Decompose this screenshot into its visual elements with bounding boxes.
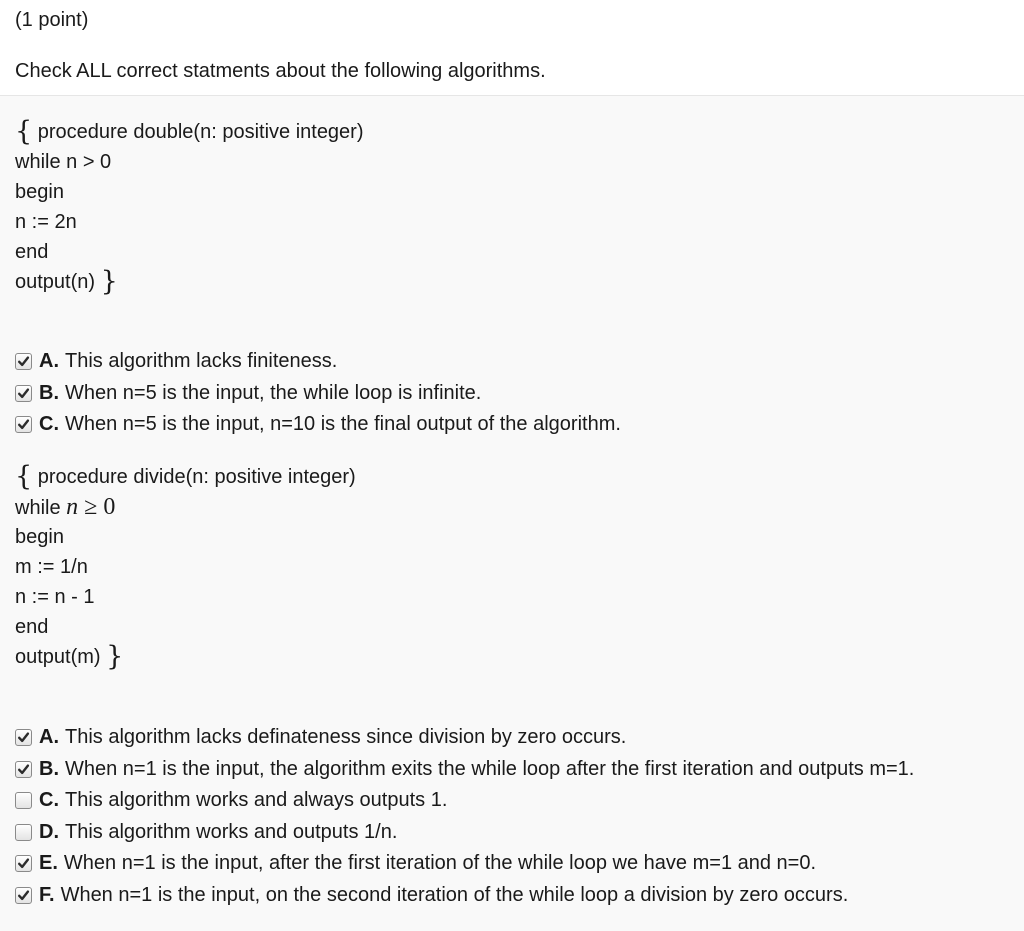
checkbox[interactable] <box>15 855 32 872</box>
algorithm-header <box>15 117 364 147</box>
option-group-1 <box>15 346 621 441</box>
checkbox[interactable] <box>15 824 32 841</box>
checkbox[interactable] <box>15 385 32 402</box>
algorithm-double <box>15 117 364 297</box>
algorithm-divide <box>15 462 356 672</box>
code-line: begin <box>15 526 64 548</box>
code-line: n := 2n <box>15 211 77 233</box>
algorithm-header <box>15 462 356 492</box>
option-1c[interactable] <box>15 409 621 441</box>
points-label: (1 point) <box>15 9 89 31</box>
question-header <box>0 0 1024 96</box>
option-2a[interactable] <box>15 722 914 754</box>
option-2c[interactable] <box>15 785 914 817</box>
option-text: This algorithm lacks definateness since division by zero occurs. <box>65 726 627 749</box>
option-letter: E. <box>39 852 58 875</box>
checkbox[interactable] <box>15 792 32 809</box>
option-text: When n=5 is the input, n=10 is the final output of the algorithm. <box>65 413 621 436</box>
option-text: This algorithm lacks finiteness. <box>65 350 338 373</box>
checkmark-icon <box>17 763 30 776</box>
output-line <box>15 642 356 672</box>
checkmark-icon <box>17 355 30 368</box>
math-variable: n <box>66 494 79 520</box>
question-prompt: Check ALL correct statments about the following algorithms. <box>15 60 546 82</box>
code-line: end <box>15 241 49 263</box>
code-line-while <box>15 492 356 522</box>
option-2e[interactable] <box>15 848 914 880</box>
option-letter: D. <box>39 820 59 843</box>
option-letter: B. <box>39 381 59 404</box>
output-statement: output(m) <box>15 646 101 668</box>
option-1b[interactable] <box>15 378 621 410</box>
checkmark-icon <box>17 387 30 400</box>
option-letter: A. <box>39 350 59 373</box>
checkbox[interactable] <box>15 416 32 433</box>
checkbox[interactable] <box>15 729 32 746</box>
option-2f[interactable] <box>15 880 914 912</box>
checkmark-icon <box>17 418 30 431</box>
checkbox[interactable] <box>15 887 32 904</box>
option-letter: C. <box>39 789 59 812</box>
code-line: end <box>15 616 49 638</box>
math-value: 0 <box>103 494 116 520</box>
procedure-signature: procedure double(n: positive integer) <box>37 121 364 143</box>
code-line: m := 1/n <box>15 556 88 578</box>
option-letter: C. <box>39 413 59 436</box>
option-letter: F. <box>39 883 55 906</box>
option-text: This algorithm works and always outputs 1. <box>65 789 448 812</box>
checkmark-icon <box>17 731 30 744</box>
question-body <box>0 96 1024 931</box>
option-2b[interactable] <box>15 754 914 786</box>
close-brace: } <box>100 266 118 297</box>
option-group-2 <box>15 722 914 911</box>
option-text: When n=5 is the input, the while loop is infinite. <box>65 381 482 404</box>
while-keyword: while <box>15 497 61 519</box>
checkmark-icon <box>17 889 30 902</box>
open-brace: { <box>15 461 33 492</box>
option-letter: B. <box>39 757 59 780</box>
checkbox[interactable] <box>15 761 32 778</box>
option-text: When n=1 is the input, the algorithm exits the while loop after the first iteration and outputs m=1. <box>65 757 915 780</box>
math-operator: ≥ <box>84 494 98 520</box>
output-line <box>15 267 364 297</box>
code-line: while n > 0 <box>15 151 112 173</box>
option-1a[interactable] <box>15 346 621 378</box>
code-line: n := n - 1 <box>15 586 95 608</box>
option-2d[interactable] <box>15 817 914 849</box>
open-brace: { <box>15 116 33 147</box>
close-brace: } <box>106 641 124 672</box>
checkmark-icon <box>17 857 30 870</box>
code-line: begin <box>15 181 64 203</box>
option-text: When n=1 is the input, after the first iteration of the while loop we have m=1 and n=0. <box>63 852 817 875</box>
option-text: This algorithm works and outputs 1/n. <box>65 820 398 843</box>
checkbox[interactable] <box>15 353 32 370</box>
option-letter: A. <box>39 726 59 749</box>
output-statement: output(n) <box>15 271 96 293</box>
option-text: When n=1 is the input, on the second iteration of the while loop a division by zero occurs. <box>60 883 849 906</box>
procedure-signature: procedure divide(n: positive integer) <box>37 466 356 488</box>
